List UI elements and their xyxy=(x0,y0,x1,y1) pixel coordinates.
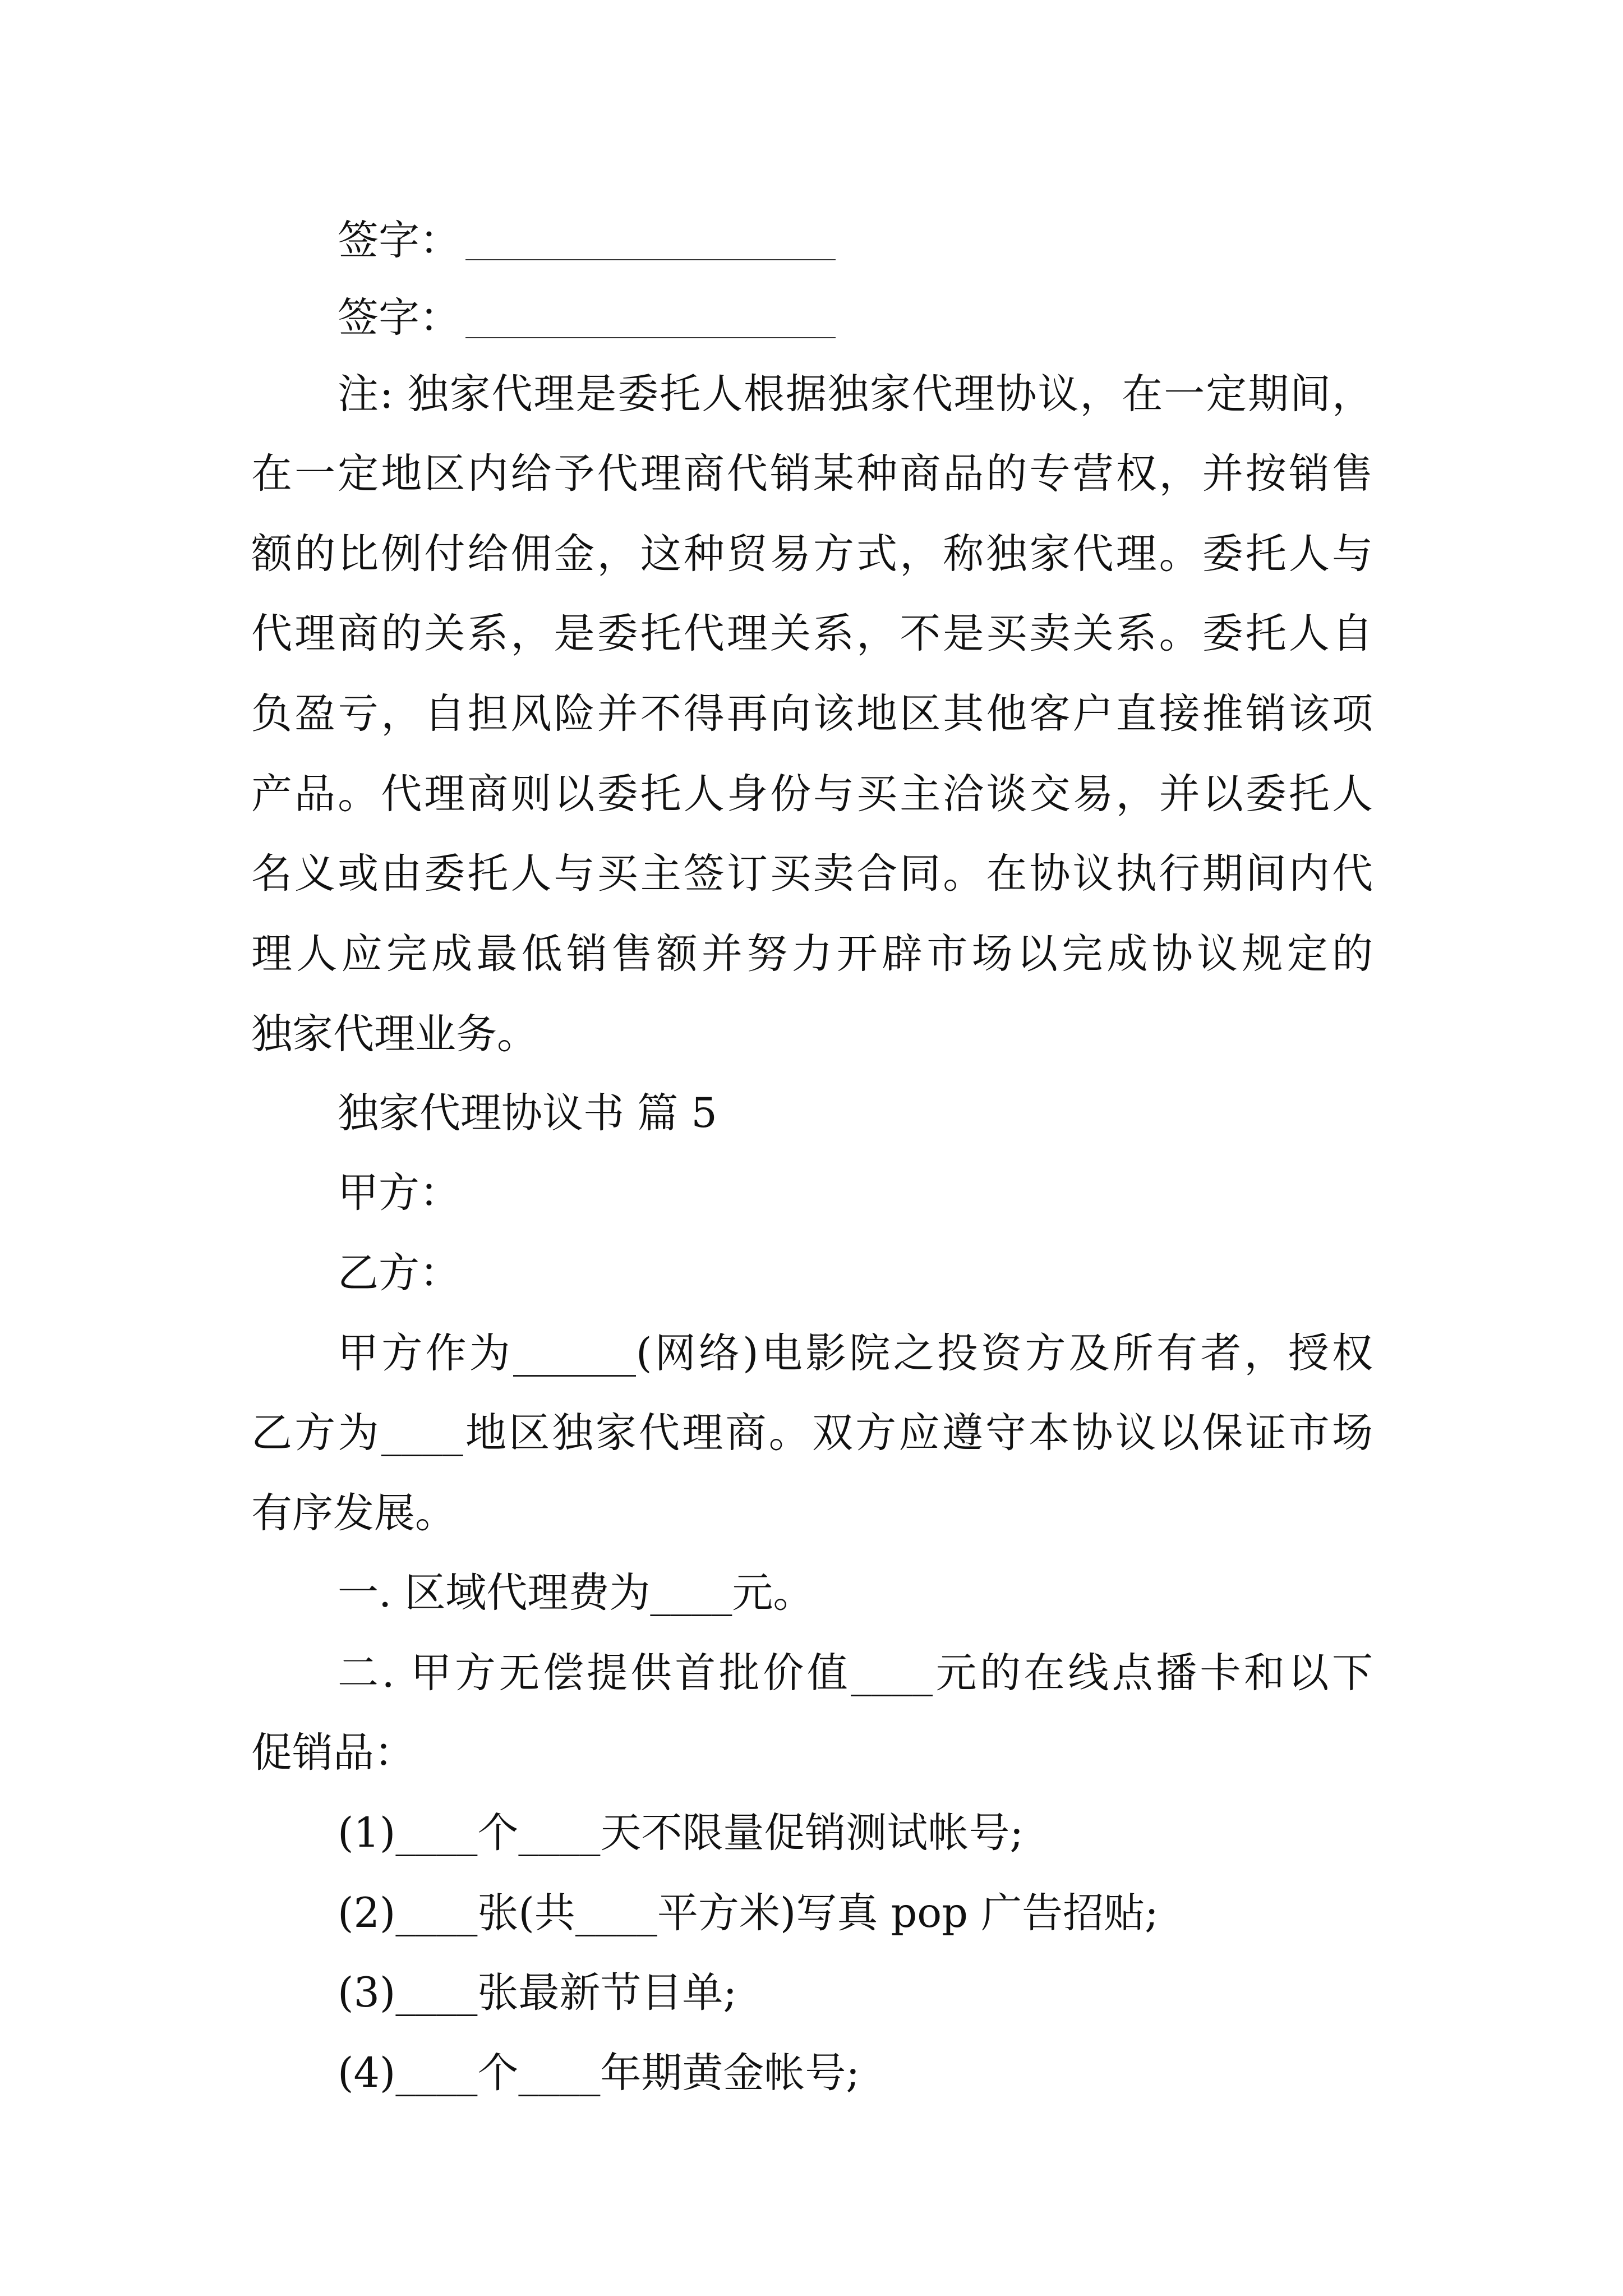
intro-line-1: 甲方作为______(网络)电影院之投资方及所有者，授权 xyxy=(338,1329,1373,1377)
note-line-4: 代理商的关系，是委托代理关系，不是买卖关系。委托人自 xyxy=(251,610,1373,657)
signature-line-2 xyxy=(465,337,836,338)
note-line-2: 在一定地区内给予代理商代销某种商品的专营权，并按销售 xyxy=(251,450,1373,498)
clause-1: 一. 区域代理费为____元。 xyxy=(338,1569,814,1617)
signature-label-2: 签字： xyxy=(338,294,460,342)
party-a-label: 甲方： xyxy=(338,1169,460,1217)
section-title: 独家代理协议书 篇 5 xyxy=(338,1089,717,1137)
signature-line-1 xyxy=(465,259,836,260)
note-line-3: 额的比例付给佣金，这种贸易方式，称独家代理。委托人与 xyxy=(251,530,1373,578)
promo-item-3: (3)____张最新节目单; xyxy=(338,1969,737,2017)
intro-line-2: 乙方为____地区独家代理商。双方应遵守本协议以保证市场 xyxy=(251,1409,1373,1457)
note-line-1: 注: 独家代理是委托人根据独家代理协议，在一定期间， xyxy=(338,370,1373,418)
intro-line-3: 有序发展。 xyxy=(251,1489,456,1537)
clause-2-line-2: 促销品： xyxy=(251,1729,415,1777)
note-line-9: 独家代理业务。 xyxy=(251,1010,538,1058)
signature-label-1: 签字： xyxy=(338,217,460,264)
promo-item-2: (2)____张(共____平方米)写真 pop 广告招贴; xyxy=(338,1889,1159,1937)
promo-item-4: (4)____个____年期黄金帐号; xyxy=(338,2049,860,2097)
promo-item-1: (1)____个____天不限量促销测试帐号; xyxy=(338,1809,1023,1857)
note-line-7: 名义或由委托人与买主签订买卖合同。在协议执行期间内代 xyxy=(251,850,1373,898)
party-b-label: 乙方： xyxy=(338,1249,460,1297)
note-line-6: 产品。代理商则以委托人身份与买主洽谈交易，并以委托人 xyxy=(251,770,1373,818)
note-line-8: 理人应完成最低销售额并努力开辟市场以完成协议规定的 xyxy=(251,930,1373,978)
note-line-5: 负盈亏，自担风险并不得再向该地区其他客户直接推销该项 xyxy=(251,690,1373,738)
clause-2-line-1: 二. 甲方无偿提供首批价值____元的在线点播卡和以下 xyxy=(338,1649,1373,1697)
